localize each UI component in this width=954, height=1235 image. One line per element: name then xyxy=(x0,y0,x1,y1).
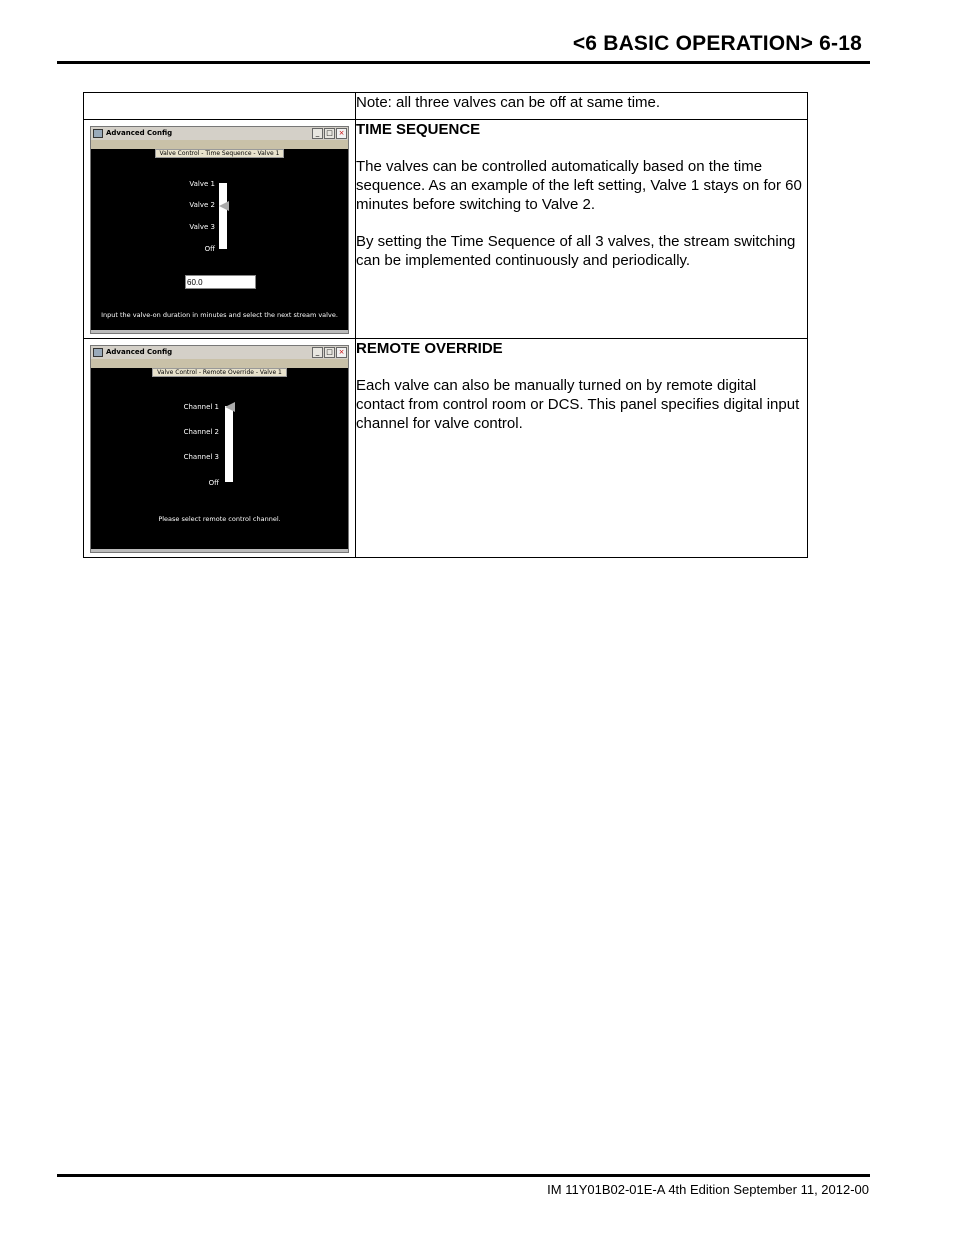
slider-label: Channel 1 xyxy=(183,403,219,411)
page-footer: IM 11Y01B02-01E-A 4th Edition September 11, 2012-00 xyxy=(547,1182,869,1197)
window-title: Advanced Config xyxy=(106,129,173,137)
channel-slider[interactable] xyxy=(225,406,233,482)
section-title: REMOTE OVERRIDE xyxy=(356,340,503,357)
app-icon xyxy=(93,129,103,138)
screenshot-cell xyxy=(84,339,356,558)
empty-image-cell xyxy=(84,93,356,120)
table-row xyxy=(84,339,808,558)
note-text: Note: all three valves can be off at same time. xyxy=(356,94,661,111)
footer-rule xyxy=(57,1174,870,1177)
window-buttons xyxy=(311,128,347,141)
content-table xyxy=(83,92,808,558)
valve-slider[interactable] xyxy=(219,183,227,249)
table-row xyxy=(84,120,808,339)
duration-input[interactable] xyxy=(185,275,256,289)
window-body xyxy=(91,149,348,333)
window-hint: Please select remote control channel. xyxy=(158,515,281,523)
window-subtitle: Valve Control - Time Sequence - Valve 1 xyxy=(155,149,285,158)
window-hint: Input the valve-on duration in minutes and select the next stream valve. xyxy=(101,311,338,319)
remote-override-text-cell xyxy=(356,339,808,558)
slider-thumb-icon[interactable] xyxy=(225,402,235,412)
screenshot-cell xyxy=(84,120,356,339)
window-body xyxy=(91,368,348,552)
paragraph: The valves can be controlled automatically based on the time sequence. As an example of the left setting, Valve 1 stays on for 60 minutes before switching to Valve 2. xyxy=(356,158,802,213)
page-header: <6 BASIC OPERATION> 6-18 xyxy=(572,32,862,55)
maximize-icon[interactable]: □ xyxy=(324,347,335,358)
slider-label: Valve 1 xyxy=(189,180,215,188)
slider-label: Off xyxy=(208,479,219,487)
window-buttons xyxy=(311,347,347,360)
table-row xyxy=(84,93,808,120)
app-icon xyxy=(93,348,103,357)
slider-label: Off xyxy=(204,245,215,253)
window-bottom-bar xyxy=(91,549,348,552)
window-titlebar xyxy=(91,346,348,359)
close-icon[interactable]: × xyxy=(336,128,347,139)
slider-thumb-icon[interactable] xyxy=(219,201,229,211)
close-icon[interactable]: × xyxy=(336,347,347,358)
paragraph: Each valve can also be manually turned on by remote digital contact from control room or DCS. This panel specifies digital input channel for valve control. xyxy=(356,377,800,432)
note-cell xyxy=(356,93,808,120)
minimize-icon[interactable]: _ xyxy=(312,128,323,139)
window-titlebar xyxy=(91,127,348,140)
window-subtitle: Valve Control - Remote Override - Valve 1 xyxy=(152,368,287,377)
slider-label: Channel 3 xyxy=(183,453,219,461)
slider-label: Valve 2 xyxy=(189,201,215,209)
minimize-icon[interactable]: _ xyxy=(312,347,323,358)
paragraph: By setting the Time Sequence of all 3 valves, the stream switching can be implemented continuously and periodically. xyxy=(356,233,796,269)
header-rule xyxy=(57,61,870,64)
maximize-icon[interactable]: □ xyxy=(324,128,335,139)
window-subtitle-bar xyxy=(91,359,348,376)
time-sequence-window xyxy=(90,126,349,334)
section-title: TIME SEQUENCE xyxy=(356,121,481,138)
remote-override-window xyxy=(90,345,349,553)
time-sequence-text-cell xyxy=(356,120,808,339)
window-title: Advanced Config xyxy=(106,348,173,356)
slider-label: Valve 3 xyxy=(189,223,215,231)
window-bottom-bar xyxy=(91,330,348,333)
window-subtitle-bar xyxy=(91,140,348,157)
slider-label: Channel 2 xyxy=(183,428,219,436)
